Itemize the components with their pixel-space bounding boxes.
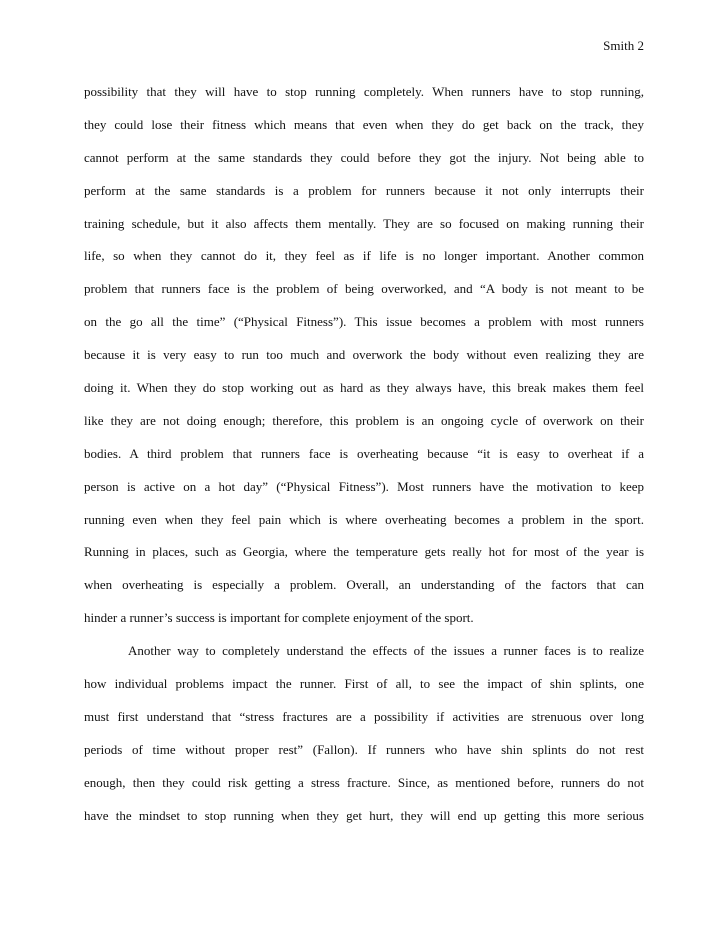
text-line: cannot perform at the same standards they could before they got the injury. Not being able to bbox=[84, 149, 644, 165]
text-line: person is active on a hot day” (“Physical Fitness”). Most runners have the motivation to keep bbox=[84, 478, 644, 494]
text-line: must first understand that “stress fractures are a possibility if activities are strenuous over long bbox=[84, 708, 644, 724]
text-line: doing it. When they do stop working out as hard as they always have, this break makes them feel bbox=[84, 380, 644, 396]
text-line: periods of time without proper rest” (Fallon). If runners who have shin splints do not rest bbox=[84, 741, 644, 757]
text-line: running even when they feel pain which is where overheating becomes a problem in the sport. bbox=[84, 511, 644, 527]
text-line: have the mindset to stop running when they get hurt, they will end up getting this more serious bbox=[84, 807, 644, 823]
text-line: Running in places, such as Georgia, where the temperature gets really hot for most of the year is bbox=[84, 544, 644, 560]
text-line: they could lose their fitness which means that even when they do get back on the track, they bbox=[84, 116, 644, 132]
text-line: bodies. A third problem that runners face is overheating because “it is easy to overheat if a bbox=[84, 445, 644, 461]
text-line: when overheating is especially a problem. Overall, an understanding of the factors that can bbox=[84, 577, 644, 593]
body-text bbox=[84, 84, 644, 840]
text-line: training schedule, but it also affects them mentally. They are so focused on making running their bbox=[84, 215, 644, 231]
text-line-indented: Another way to completely understand the effects of the issues a runner faces is to realize bbox=[128, 643, 644, 659]
text-line: how individual problems impact the runner. First of all, to see the impact of shin splints, one bbox=[84, 676, 644, 692]
text-line: possibility that they will have to stop running completely. When runners have to stop running, bbox=[84, 84, 644, 99]
text-line: on the go all the time” (“Physical Fitness”). This issue becomes a problem with most runners bbox=[84, 314, 644, 330]
text-line: because it is very easy to run too much and overwork the body without even realizing they are bbox=[84, 347, 644, 363]
text-line: like they are not doing enough; therefore, this problem is an ongoing cycle of overwork on their bbox=[84, 412, 644, 428]
running-head: Smith 2 bbox=[603, 38, 644, 53]
text-line: enough, then they could risk getting a stress fracture. Since, as mentioned before, runners do not bbox=[84, 774, 644, 790]
text-line: problem that runners face is the problem of being overworked, and “A body is not meant to be bbox=[84, 281, 644, 297]
text-line: life, so when they cannot do it, they feel as if life is no longer important. Another common bbox=[84, 248, 644, 264]
text-line: hinder a runner’s success is important for complete enjoyment of the sport. bbox=[84, 610, 474, 626]
text-line: perform at the same standards is a problem for runners because it not only interrupts their bbox=[84, 182, 644, 198]
